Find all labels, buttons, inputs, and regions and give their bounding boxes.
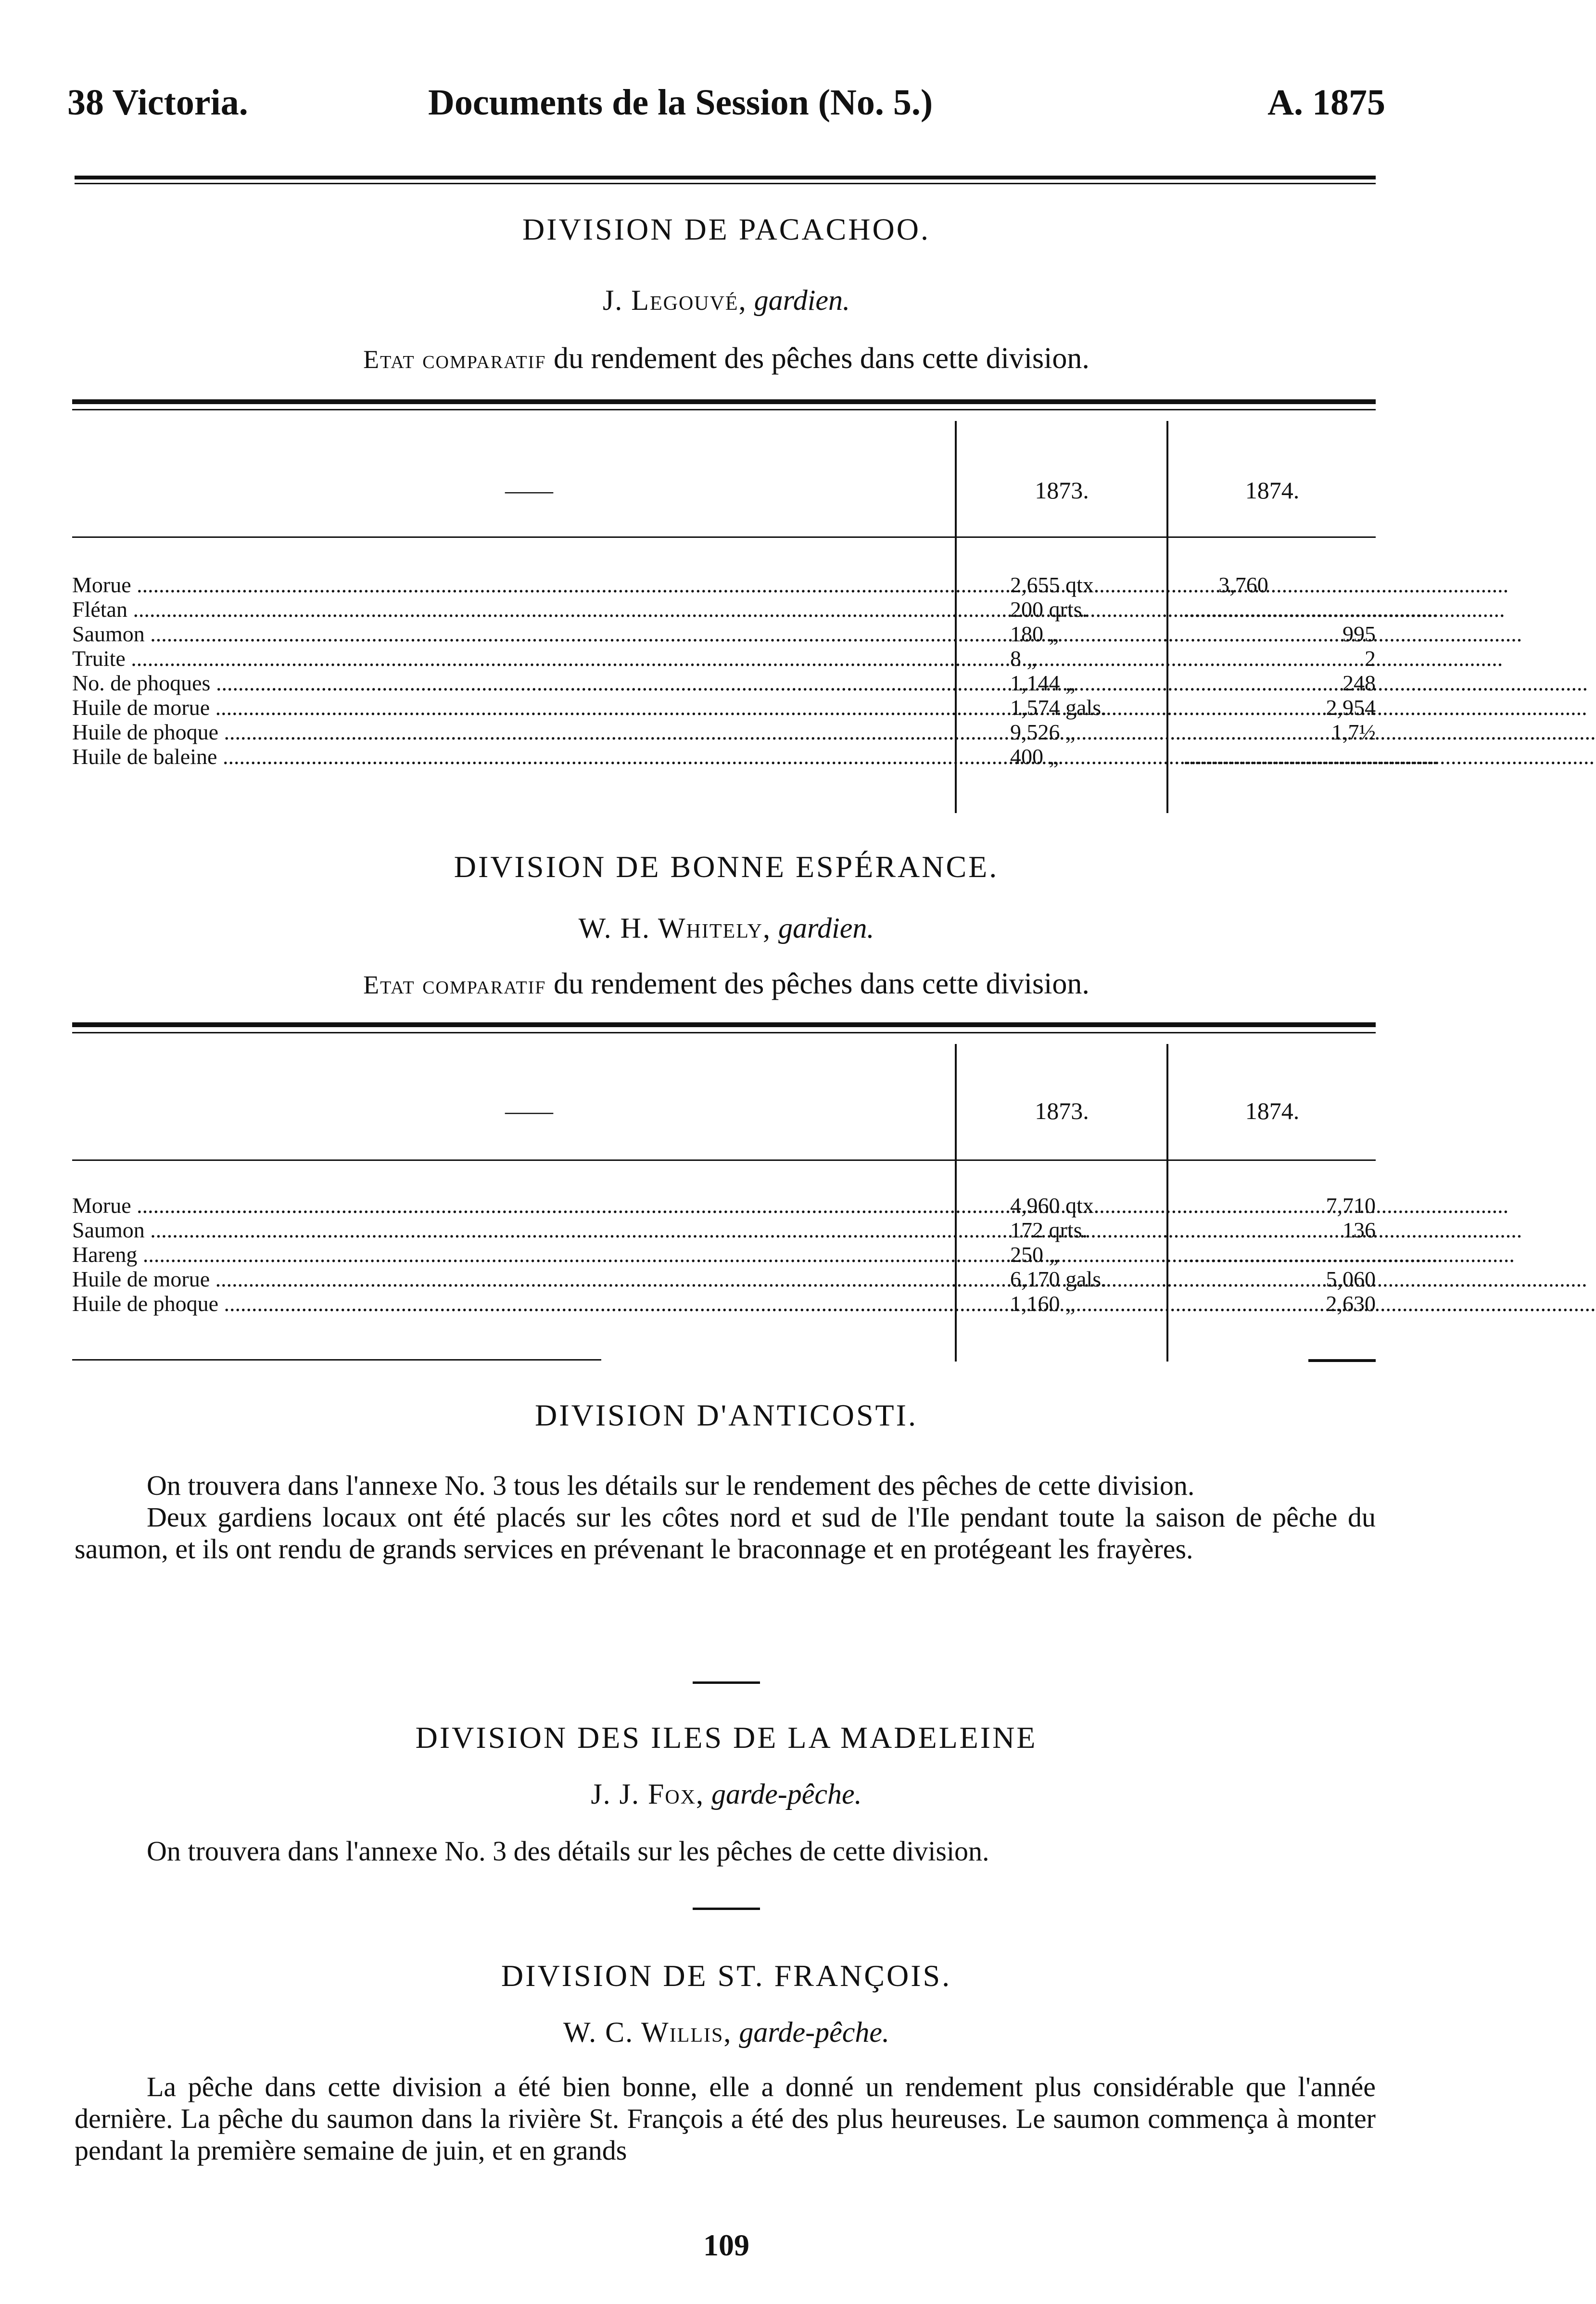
value-1873: 172 qrts. bbox=[1010, 1218, 1088, 1242]
row-label: Truite ..... bbox=[72, 646, 938, 671]
warden-role: garde-pêche. bbox=[739, 2016, 889, 2048]
row-label: Flétan ..... bbox=[72, 597, 938, 622]
table-top-rule bbox=[72, 399, 1376, 404]
paragraph-text: Deux gardiens locaux ont été placés sur les côtes nord et sud de l'Ile pendant toute la saison de pêche du saumon, et ils ont rendu de grands services en prévenant le braconnage et en protégeant les frayères. bbox=[75, 1502, 1376, 1565]
column-header-1873: 1873. bbox=[1035, 477, 1089, 504]
value-1874: 2,954 bbox=[1326, 695, 1376, 720]
etat-text: du rendement des pêches dans cette division. bbox=[553, 342, 1089, 375]
row-label: No. de phoques ..... bbox=[72, 671, 938, 695]
section-separator bbox=[693, 1908, 760, 1910]
value-1874: 995 bbox=[1343, 622, 1376, 646]
table-row bbox=[72, 671, 1376, 695]
paragraph-text: On trouvera dans l'annexe No. 3 des détails sur les pêches de cette division. bbox=[147, 1835, 989, 1867]
header-rule bbox=[75, 176, 1376, 179]
blank-header: —— bbox=[505, 1097, 553, 1124]
value-1873: 400 „ bbox=[1010, 744, 1059, 769]
header-year: A. 1875 bbox=[1267, 82, 1385, 123]
row-label: Huile de phoque ..... bbox=[72, 1291, 938, 1316]
table-bonne-esperance bbox=[72, 1022, 1438, 1378]
header-underline bbox=[72, 536, 1376, 538]
row-label: Morue ..... bbox=[72, 573, 938, 597]
value-1874: 1,7½ bbox=[1331, 720, 1376, 744]
row-label: Huile de morue ..... bbox=[72, 695, 938, 720]
value-1874: 2,630 bbox=[1326, 1291, 1376, 1316]
table-row bbox=[72, 646, 1376, 671]
running-header bbox=[67, 82, 1385, 135]
value-1874: 248 bbox=[1343, 671, 1376, 695]
column-header-1874: 1874. bbox=[1245, 1097, 1300, 1124]
header-rule-thin bbox=[75, 183, 1376, 184]
row-label: Huile de baleine ..... bbox=[72, 744, 938, 769]
table-top-rule-thin bbox=[72, 1032, 1376, 1033]
table-top-rule bbox=[72, 1022, 1376, 1027]
empty-cell-dots: .............................................. bbox=[1183, 1242, 1438, 1267]
table-rows bbox=[72, 573, 1438, 769]
section-title-anticosti: DIVISION D'ANTICOSTI. bbox=[535, 1398, 918, 1432]
paragraph-text: On trouvera dans l'annexe No. 3 tous les détails sur le rendement des pêches de cette division. bbox=[147, 1470, 1195, 1501]
value-1873: 6,170 gals. bbox=[1010, 1267, 1107, 1291]
table-row bbox=[72, 1242, 1438, 1267]
table-row bbox=[72, 1193, 1376, 1218]
etat-line-pacachoo bbox=[0, 342, 1453, 376]
table-row bbox=[72, 573, 1376, 597]
section-title-st-francois: DIVISION DE ST. FRANÇOIS. bbox=[501, 1959, 952, 1993]
section-title-bonne-esperance: DIVISION DE BONNE ESPÉRANCE. bbox=[454, 850, 999, 884]
value-1874: 5,060 bbox=[1326, 1267, 1376, 1291]
paragraph-text: La pêche dans cette division a été bien bonne, elle a donné un rendement plus considérable que l'année dernière. La pêche du saumon dans la rivière St. François a été des plus heureuses. Le saumon commença à monter pendant la première semaine de juin, et en grands bbox=[75, 2071, 1376, 2166]
value-1873: 8 „ bbox=[1010, 646, 1037, 671]
etat-label: Etat comparatif bbox=[363, 970, 546, 999]
header-underline bbox=[72, 1159, 1376, 1161]
value-1873: 200 qrts. bbox=[1010, 597, 1088, 622]
value-1873: 2,655 qtx. bbox=[1010, 573, 1100, 597]
warden-name: W. H. Whitely, bbox=[578, 912, 771, 944]
value-1873: 1,574 gals. bbox=[1010, 695, 1107, 720]
warden-name: J. Legouvé, bbox=[602, 284, 747, 316]
value-1873: 180 „ bbox=[1010, 622, 1059, 646]
warden-role: gardien. bbox=[754, 284, 850, 316]
warden-name: J. J. Fox, bbox=[591, 1778, 705, 1810]
warden-line-bonne-esperance bbox=[0, 912, 1453, 945]
empty-cell-dots: .............................................. bbox=[1183, 597, 1438, 622]
table-row bbox=[72, 1267, 1376, 1291]
value-1874: 2 bbox=[1365, 646, 1376, 671]
value-1873: 9,526 „ bbox=[1010, 720, 1076, 744]
table-row bbox=[72, 597, 1438, 622]
header-volume: 38 Victoria. bbox=[67, 82, 248, 123]
table-row bbox=[72, 720, 1376, 744]
row-label: Huile de phoque ..... bbox=[72, 720, 938, 744]
paragraph-anticosti bbox=[75, 1470, 1376, 1565]
table-row bbox=[72, 695, 1376, 720]
value-1874: 136 bbox=[1343, 1218, 1376, 1242]
table-row bbox=[72, 622, 1376, 646]
table-row bbox=[72, 1218, 1376, 1242]
warden-role: gardien. bbox=[778, 912, 874, 944]
value-1873: 4,960 qtx. bbox=[1010, 1193, 1100, 1218]
section-title-pacachoo: DIVISION DE PACACHOO. bbox=[522, 212, 930, 246]
empty-cell-dots: .............................................. bbox=[1183, 744, 1438, 769]
table-rows bbox=[72, 1193, 1438, 1316]
etat-text: du rendement des pêches dans cette division. bbox=[553, 967, 1089, 1000]
table-row bbox=[72, 1291, 1376, 1316]
table-bottom-rule-short bbox=[1308, 1359, 1376, 1362]
table-row bbox=[72, 744, 1438, 769]
value-1874: 7,710 bbox=[1326, 1193, 1376, 1218]
warden-name: W. C. Willis, bbox=[563, 2016, 732, 2048]
table-top-rule-thin bbox=[72, 409, 1376, 410]
table-pacachoo bbox=[72, 399, 1438, 818]
warden-line-st-francois bbox=[0, 2016, 1453, 2049]
blank-header: —— bbox=[505, 477, 553, 504]
row-label: Hareng ..... bbox=[72, 1242, 938, 1267]
section-separator bbox=[693, 1681, 760, 1684]
warden-line-pacachoo bbox=[0, 284, 1453, 317]
value-1873: 1,144 „ bbox=[1010, 671, 1076, 695]
column-header-1874: 1874. bbox=[1245, 477, 1300, 504]
column-header-1873: 1873. bbox=[1035, 1097, 1089, 1124]
table-bottom-rule bbox=[72, 1359, 601, 1361]
page-number: 109 bbox=[703, 2228, 749, 2262]
row-label: Saumon ..... bbox=[72, 622, 938, 646]
row-label: Huile de morue ..... bbox=[72, 1267, 938, 1291]
warden-line-madeleine bbox=[0, 1778, 1453, 1811]
header-title: Documents de la Session (No. 5.) bbox=[428, 82, 933, 123]
row-label: Morue ..... bbox=[72, 1193, 938, 1218]
etat-label: Etat comparatif bbox=[363, 345, 546, 374]
paragraph-madeleine bbox=[75, 1835, 1376, 1867]
value-1873: 250 „ bbox=[1010, 1242, 1059, 1267]
section-title-madeleine: DIVISION DES ILES DE LA MADELEINE bbox=[415, 1720, 1038, 1755]
paragraph-st-francois bbox=[75, 2071, 1376, 2166]
value-1873: 1,160 „ bbox=[1010, 1291, 1076, 1316]
warden-role: garde-pêche. bbox=[711, 1778, 862, 1810]
etat-line-bonne-esperance bbox=[0, 967, 1453, 1001]
row-label: Saumon ..... bbox=[72, 1218, 938, 1242]
value-1874: 3,760 bbox=[1218, 573, 1268, 597]
